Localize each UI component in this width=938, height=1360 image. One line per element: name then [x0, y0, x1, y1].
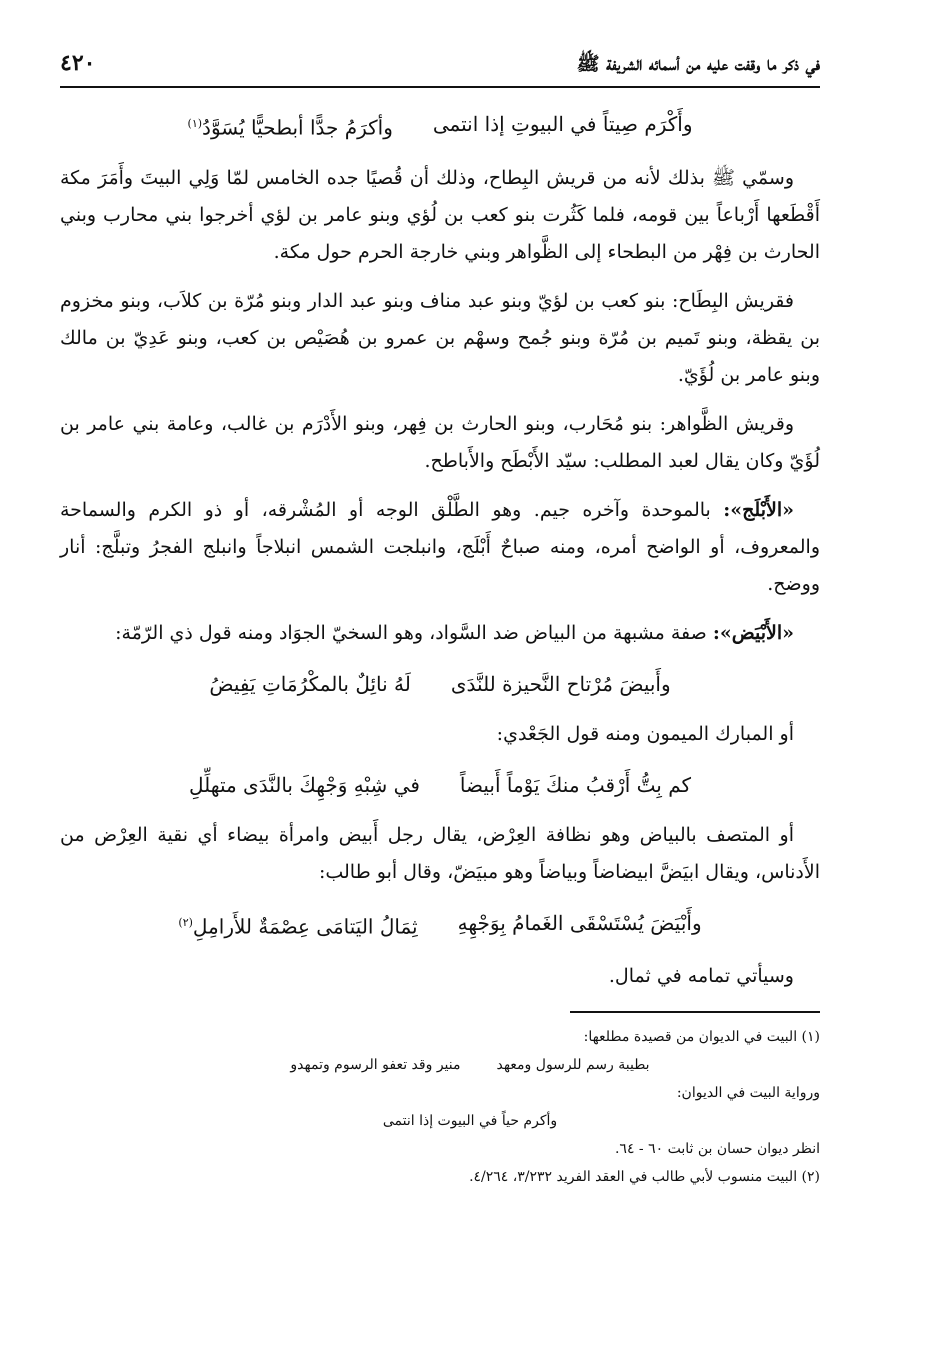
- paragraph-thamal: وسيأتي تمامه في ثمال.: [608, 965, 794, 988]
- footnotes: [60, 1023, 820, 1191]
- page-number: ٤٢٠: [60, 50, 96, 76]
- verse-3: [60, 765, 820, 805]
- footnote-marker-1: (١): [187, 117, 203, 130]
- paragraph-quraysh-bitah: فقريش البِطَاح: بنو كعب بن لؤيّ وبنو عبد مناف وبنو عبد الدار وبنو مُرّة بن كلاَب، وبنو مخزوم بن يقظة، وبنو تَميم بن مُرّة وبنو جُمح وسهْم بن عمرو بن هُصَيْص بن كعب، وبنو عَدِيّ بن مالك وبنو عامر بن لُؤَيّ.: [60, 289, 820, 386]
- footnote-1-verse-riwaya-text: وأكرم حياً في البيوت إذا انتمى: [382, 1113, 558, 1130]
- paragraph-quraysh-zawahir: وقريش الظَّواهر: بنو مُحَارب، وبنو الحارث بن فِهر، وبنو الأَدْرَم بن غالب، وعامة بني عامر بن لُؤَيّ وكان يقال لعبد المطلب: سيّد الأَبْطَح والأَباطح.: [60, 412, 820, 472]
- paragraph-jadi: أو المبارك الميمون ومنه قول الجَعْدي:: [496, 722, 794, 745]
- verse-4-second-hemistich: [178, 903, 417, 947]
- running-title: في ذكر ما وقفت عليه من أسمائه الشريفة ﷺ: [576, 53, 820, 75]
- verse-3-first-hemistich: كم بِتُّ أَرْقبُ منكَ يَوْماً أَبيضاً: [459, 772, 692, 797]
- verse-4: [60, 903, 820, 947]
- entry-heading-abyad: «الأَبْيَض»:: [712, 621, 794, 644]
- verse-2-second-hemistich: لَهُ نائِلٌ بالمكْرُمَاتِ يَفِيضُ: [209, 671, 411, 696]
- main-text: [60, 104, 820, 995]
- verse-2: [60, 664, 820, 704]
- footnote-marker-2: (٢): [178, 915, 193, 929]
- entry-text-ablaj: بالموحدة وآخره جيم. وهو الطَّلْق الوجه أو المُشْرقه، أو ذو الكرم والسماحة والمعروف، أو الواضح أمره، ومنه صباحٌ أَبْلَج، وانبلجت الشمس انبلاجاً وانبلج الفجرُ وتبلَّج: أنار ووضح.: [60, 498, 820, 595]
- verse-4-second-text: ثِمَالُ اليَتامَى عِصْمَةٌ للأَرامِلِ: [192, 914, 418, 939]
- verse-2-first-hemistich: وأَبيضَ مُرْتاح النَّحيزة للنَّدَى: [450, 671, 671, 696]
- footnote-separator: [570, 1011, 820, 1013]
- verse-1-second-text: وأكرَمُ جدًّا أبطحيًّا يُسَوَّدُ: [202, 115, 393, 140]
- paragraph-naming: وسمّي ﷺ بذلك لأنه من قريش البِطاح، وذلك أن قُصيًا جده الخامس لمّا وَلِي البيتَ وأَمَرَ مكة أَقْطَعها أَرْباعاً بين قومه، فلما كَثُرت بنو كعب بن لُؤي وبنو عامر بن لؤي أخرجوا بني محارب وبني الحارث بن فِهْر من البطحاء إلى الظَّواهر وبني خارجة الحرم حول مكة.: [60, 166, 820, 263]
- footnote-1-verse-first: بطيبة رسم للرسول ومعهد: [496, 1057, 650, 1074]
- footnote-1-verse: [60, 1051, 820, 1079]
- entry-text-abyad: صفة مشبهة من البياض ضد السَّواد، وهو السخيّ الجوَاد ومنه قول ذي الرّمّة:: [115, 621, 707, 644]
- footnote-1-riwaya: ورواية البيت في الديوان:: [676, 1085, 820, 1102]
- page-header: [60, 40, 820, 88]
- footnote-1-verse-riwaya: [60, 1107, 820, 1135]
- footnote-1-intro: (١) البيت في الديوان من قصيدة مطلعها:: [583, 1029, 820, 1046]
- paragraph-abyad: [60, 615, 820, 652]
- paragraph-bayad: أو المتصف بالبياض وهو نظافة العِرْض، يقال رجل أَبيض وامرأة بيضاء أي نقية العِرْض من الأَدناس، ويقال ابيَضَّ ابيضاضاً وبياضاً وهو مبيَضّ، وقال أبو طالب:: [60, 823, 820, 883]
- verse-1-first-hemistich: وأَكْرَم صِيتاً في البيوتِ إذا انتمى: [432, 112, 693, 136]
- verse-1-second-hemistich: [188, 104, 393, 148]
- paragraph-ablaj: [60, 492, 820, 603]
- verse-1: [60, 104, 820, 148]
- book-page: [60, 40, 820, 1191]
- footnote-2: (٢) البيت منسوب لأبي طالب في العقد الفريد ٣/٢٣٢، ٤/٢٦٤.: [469, 1169, 820, 1186]
- verse-3-second-hemistich: في شِبْهِ وَجْهِكَ بالنَّدَى متهلِّلِ: [188, 772, 420, 797]
- footnote-1-source: انظر ديوان حسان بن ثابت ٦٠ - ٦٤.: [614, 1141, 820, 1158]
- verse-4-first-hemistich: وأَبْيَضَ يُسْتَسْقَى الغَمامُ بِوَجْهِهِ: [457, 910, 702, 935]
- footnote-1-verse-second: منير وقد تعفو الرسوم وتمهدو: [290, 1057, 461, 1074]
- entry-heading-ablaj: «الأَبْلَج»:: [723, 498, 794, 521]
